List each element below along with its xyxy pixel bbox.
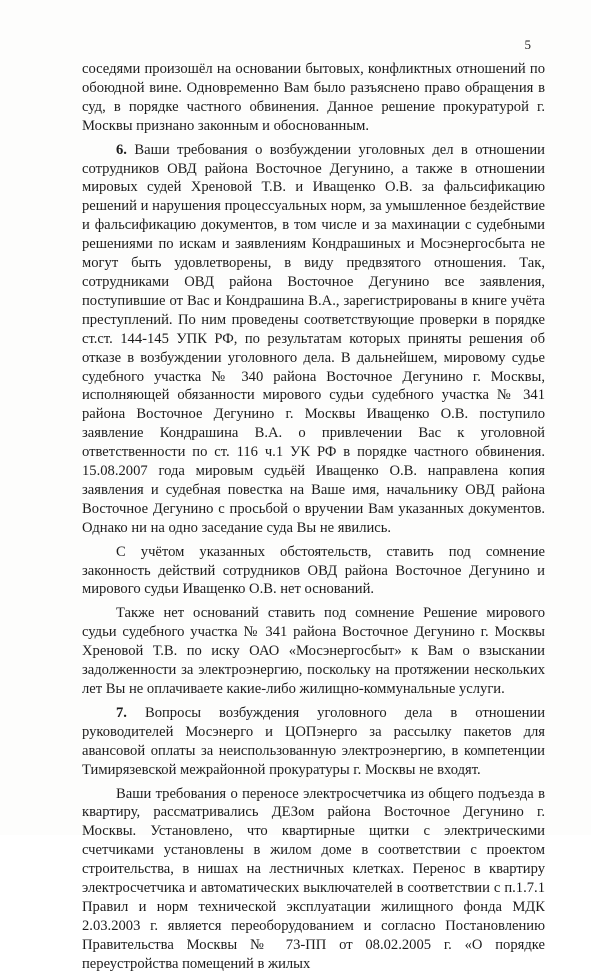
paragraph-text: соседями произошёл на основании бытовых, конфликтных отношений по обоюдной вине. Одновременно Вам было разъяснено право обращения в суд, в порядке частного обвинения. Данное решение прокуратурой г. Москвы признано законным и обоснованным. bbox=[82, 61, 545, 134]
paragraph-text: Ваши требования о возбуждении уголовных дел в отношении сотрудников ОВД района Восточное Дегунино, а также в отношении мировых судей Хреновой Т.В. и Иващенко О.В. за фальсификацию решений и нарушения процессуальных норм, за умышленное бездействие и фальсификацию документов, в том числе и за махинации с судебными решениями по искам и заявлениям Кондрашиных и Мосэнергосбыта не могут быть удовлетворены, в виду предвзятого отношения. Так, сотрудниками ОВД района Восточное Дегунино все заявления, поступившие от Вас и Кондрашина В.А., зарегистрированы в книге учёта преступлений. По ним проведены соответствующие проверки в порядке ст.ст. 144-145 УПК РФ, по результатам которых приняты решения об отказе в возбуждении уголовного дела. В дальнейшем, мировому судье судебного участка № 340 района Восточное Дегунино г. Москвы, исполняющей обязанности мирового судьи судебного участка № 341 района Восточное Дегунино г. Москвы Иващенко О.В. поступило заявление Кондрашина В.А. о привлечении Вас к уголовной ответственности по ст. 116 ч.1 УК РФ в порядке частного обвинения. 15.08.2007 года мировым судьёй Иващенко О.В. направлена копия заявления и судебная повестка на Ваше имя, начальнику ОВД района Восточное Дегунино с просьбой о вручении Вам указанных документов. Однако ни на одно заседание суда Вы не явились. bbox=[82, 141, 545, 536]
paragraph-text: Также нет оснований ставить под сомнение Решение мирового судьи судебного участка № 341 района Восточное Дегунино г. Москвы Хреновой Т.В. по иску ОАО «Мосэнергосбыт» к Вам о взыскании задолженности за электроэнергию, поскольку на протяжении нескольких лет Вы не оплачиваете какие-либо жилищно-коммунальные услуги. bbox=[82, 605, 545, 697]
page-number: 5 bbox=[524, 37, 531, 52]
paragraph-conclusion bbox=[82, 543, 545, 600]
paragraph-text: Вопросы возбуждения уголовного дела в отношении руководителей Мосэнерго и ЦОПэнерго за рассылку пакетов для авансовой оплаты за неиспользованную электроэнергию, в компетенции Тимирязевской межрайонной прокуратуры г. Москвы не входят. bbox=[82, 704, 545, 778]
paragraph-continued bbox=[82, 60, 545, 136]
paragraph-item-6 bbox=[82, 141, 545, 538]
paragraph-court-decision bbox=[82, 604, 545, 699]
paragraph-text: С учётом указанных обстоятельств, ставить под сомнение законность действий сотрудников ОВД района Восточное Дегунино и мирового судьи Иващенко О.В. нет оснований. bbox=[82, 543, 545, 598]
paragraph-number: 7. bbox=[116, 704, 127, 721]
paragraph-meter-transfer bbox=[82, 785, 545, 974]
paragraph-item-7 bbox=[82, 704, 545, 780]
paragraph-text: Ваши требования о переносе электросчетчика из общего подъезда в квартиру, рассматривались ДЕЗом района Восточное Дегунино г. Москвы. Установлено, что квартирные щитки с электрическими счетчиками установлены в жилом доме в соответствии с проектом строительства, в нишах на лестничных клетках. Перенос в квартиру электросчетчика и автоматических выключателей в соответствии с п.1.7.1 Правил и норм технической эксплуатации жилищного фонда МДК 2.03.2003 г. является переоборудованием и согласно Постановлению Правительства Москвы № 73-ПП от 08.02.2005 г. «О порядке переустройства помещений в жилых bbox=[82, 785, 545, 972]
document-body bbox=[82, 60, 545, 974]
paragraph-number: 6. bbox=[116, 141, 127, 158]
